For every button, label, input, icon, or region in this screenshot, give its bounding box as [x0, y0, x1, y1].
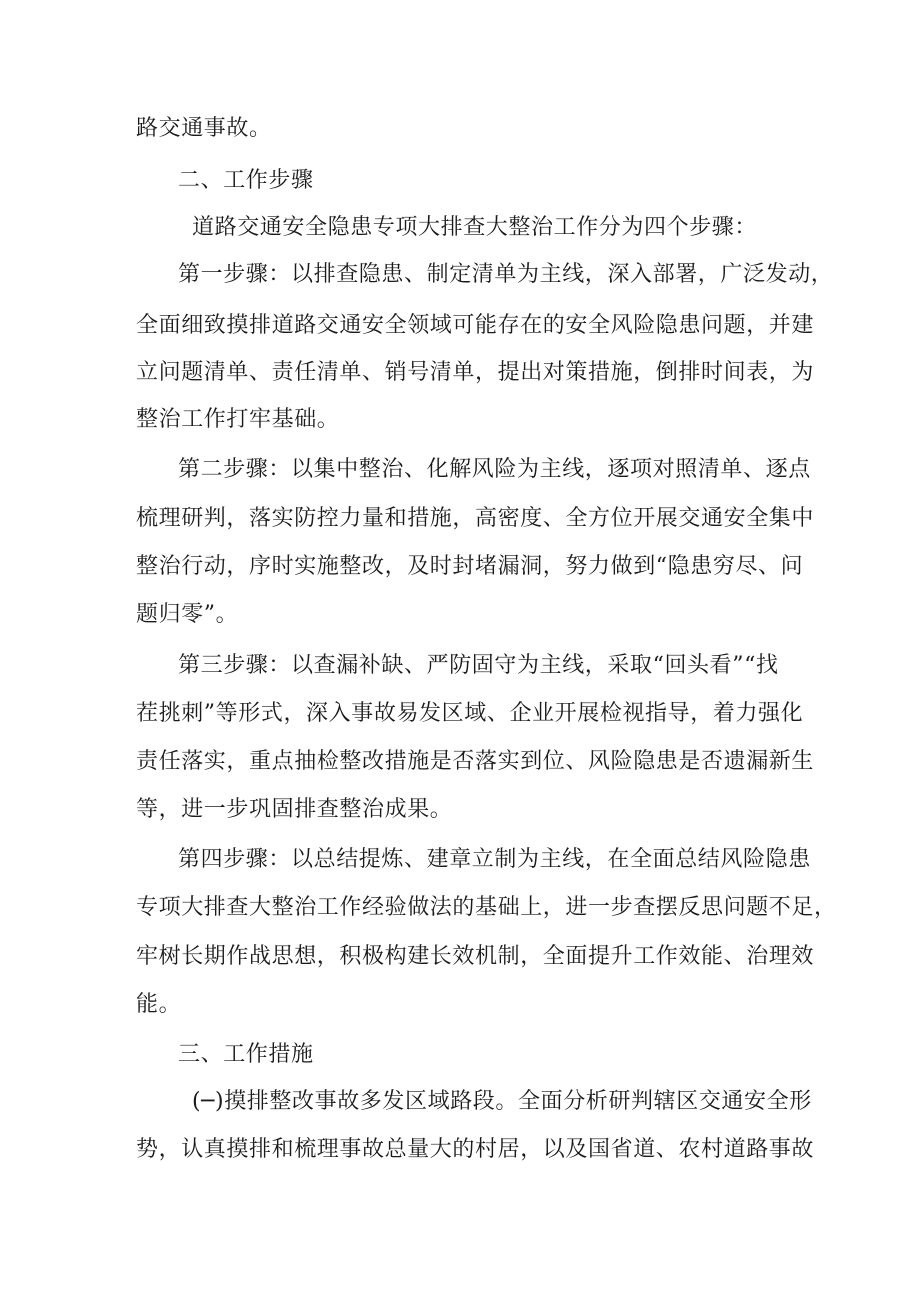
text-line: 第三步骤：以查漏补缺、严防固守为主线，采取“回头看”“找 [178, 653, 779, 678]
text-line: 全面细致摸排道路交通安全领域可能存在的安全风险隐患问题，并建 [136, 313, 815, 338]
text-line: 势，认真摸排和梳理事故总量大的村居，以及国省道、农村道路事故 [136, 1137, 815, 1162]
text-line: 道路交通安全隐患专项大排查大整治工作分为四个步骤： [192, 215, 758, 240]
text-line: 茬挑刺”等形式，深入事故易发区域、企业开展检视指导，着力强化 [136, 701, 804, 726]
text-line: 整治工作打牢基础。 [136, 407, 340, 432]
text-line: 第四步骤：以总结提炼、建章立制为主线，在全面总结风险隐患 [178, 847, 811, 872]
text-line: 等，进一步巩固排查整治成果。 [136, 797, 453, 822]
text-line: 牢树长期作战思想，积极构建长效机制，全面提升工作效能、治理效 [136, 944, 815, 969]
text-line: 专项大排查大整治工作经验做法的基础上，进一步查摆反思问题不足， [136, 895, 837, 920]
text-line: 责任落实，重点抽检整改措施是否落实到位、风险隐患是否遗漏新生 [136, 749, 815, 774]
text-line: 第二步骤：以集中整治、化解风险为主线，逐项对照清单、逐点 [178, 457, 811, 482]
text-line: (─)摸排整改事故多发区域路段。全面分析研判辖区交通安全形 [192, 1089, 812, 1114]
text-line: 能。 [136, 992, 182, 1017]
text-line: 整治行动，序时实施整改，及时封堵漏洞，努力做到“隐患穷尽、问 [136, 554, 804, 579]
text-line: 路交通事故。 [136, 116, 272, 141]
text-line: 梳理研判，落实防控力量和措施，高密度、全方位开展交通安全集中 [136, 506, 815, 531]
section-heading: 二、工作步骤 [178, 168, 314, 193]
text-line: 立问题清单、责任清单、销号清单，提出对策措施，倒排时间表，为 [136, 360, 815, 385]
text-line: 题归零”。 [136, 602, 239, 627]
text-line: 第一步骤：以排查隐患、制定清单为主线，深入部署，广泛发动， [178, 262, 834, 287]
section-heading: 三、工作措施 [178, 1042, 314, 1067]
